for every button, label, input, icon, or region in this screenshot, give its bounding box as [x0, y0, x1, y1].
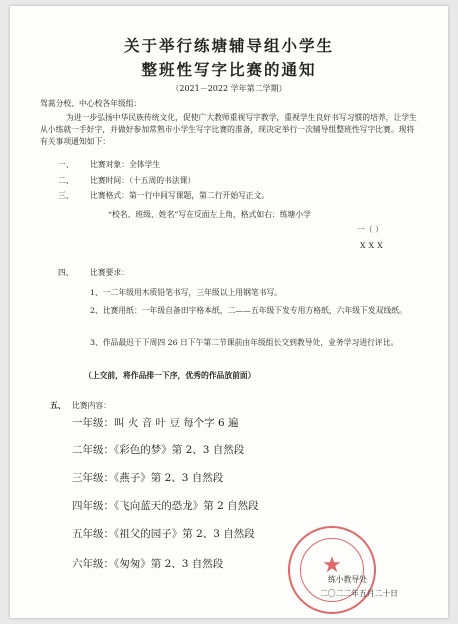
addressee: 驾蒿分校、中心校各年级组： — [40, 99, 142, 108]
section-3-number: 三、 — [58, 191, 74, 200]
requirement-3: 3、作品最迟于下周四 26 日下午第二节课前由年级组长交到教导处，业务学习进行评比。 — [90, 338, 399, 347]
title-line-1: 关于举行练塘辅导组小学生 — [123, 36, 334, 55]
section-1-number: 一、 — [58, 160, 74, 169]
section-3-name-line: XXX — [360, 241, 386, 250]
grade-6-content: 六年级：《匆匆》第 2、3 自然段 — [72, 558, 224, 570]
submission-note: （上交前，将作品排一下序，优秀的作品放前面） — [84, 371, 256, 380]
section-2-number: 二、 — [58, 176, 74, 185]
signature-office: 练小教导处 — [328, 575, 367, 584]
intro-paragraph: 为进一步弘扬中华民族传统文化，促使广大教师重视写字教学，重视学生良好书写习惯的培养，让学生从小练就一手好字，并做好参加常熟市小学生写字比赛的准备，现决定举行一次辅导组整班性写字比赛。现将有关事项通知如下： — [40, 113, 417, 146]
section-2-text: 比赛时间：（十五周的书法课） — [90, 176, 196, 185]
grade-1-content: 一年级：叫 火 音 叶 豆 每个字 6 遍 — [72, 417, 239, 429]
section-4-text: 比赛要求： — [90, 268, 129, 277]
section-3-format-line: “校名、班级、姓名”写在反面左上角，格式如右：练塘小学 — [108, 210, 311, 219]
official-seal — [288, 526, 376, 614]
section-4-number: 四、 — [58, 268, 74, 277]
section-3-class-line: 一（ ） — [357, 225, 383, 234]
section-3-text: 比赛格式：第一行中间写课题，第二行开始写正文。 — [90, 191, 270, 200]
school-year: （2021－2022 学年第二学期） — [171, 84, 287, 93]
seal-star-icon: ★ — [322, 553, 342, 578]
notice-document — [10, 6, 448, 618]
grade-2-content: 二年级：《彩色的梦》第 2、3 自然段 — [72, 444, 245, 456]
title-line-2: 整班性写字比赛的通知 — [141, 60, 317, 79]
grade-5-content: 五年级：《祖父的园子》第 2、3 自然段 — [72, 528, 255, 540]
signature-date: 二〇二二年五月二十日 — [320, 589, 398, 598]
requirement-1: 1、一二年级用木质铅笔书写，三年级以上用钢笔书写。 — [90, 288, 283, 297]
section-5-text: 比赛内容： — [72, 401, 111, 410]
section-5-number: 五、 — [50, 401, 66, 410]
requirement-2: 2、比赛用纸：一年级自备田字格本纸，二——五年级下发专用方格纸，六年级下发双线纸。 — [90, 306, 407, 315]
grade-3-content: 三年级：《燕子》第 2、3 自然段 — [72, 472, 224, 484]
section-1-text: 比赛对象：全体学生 — [90, 160, 161, 169]
grade-4-content: 四年级：《飞向蓝天的恐龙》第 2 自然段 — [72, 500, 259, 512]
